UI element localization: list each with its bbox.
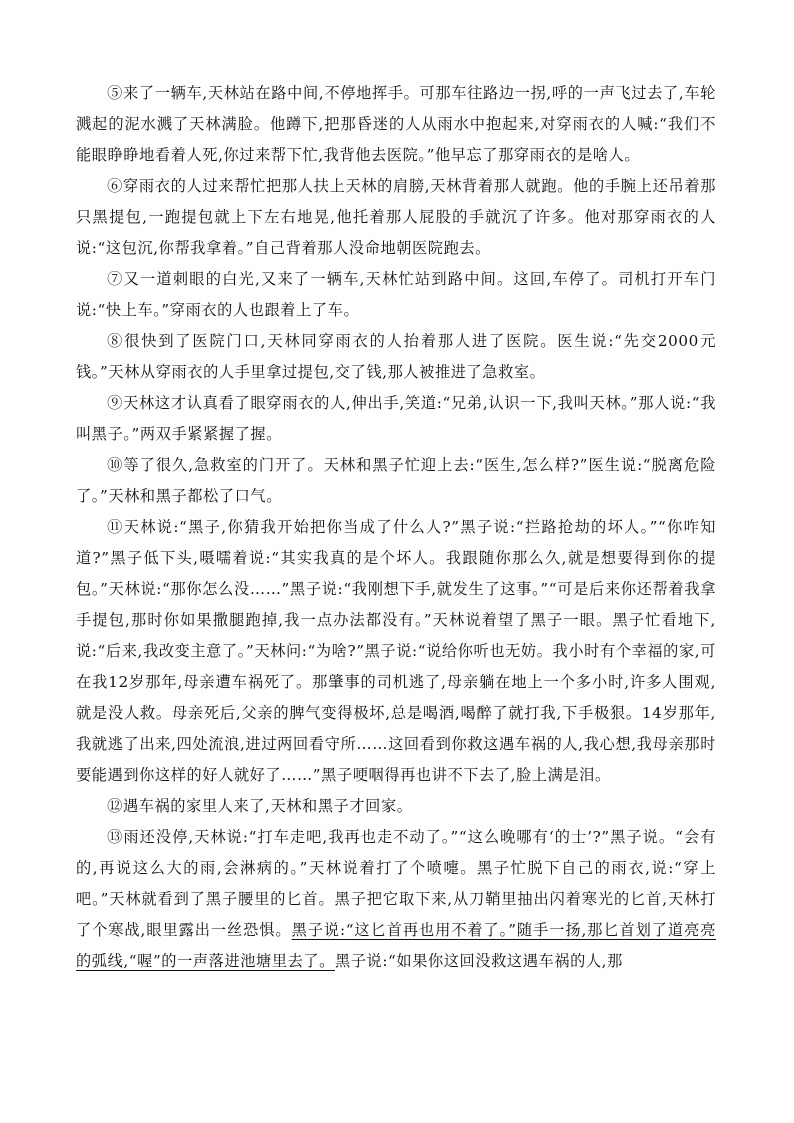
paragraph-11: ⑪天林说:“黑子,你猜我开始把你当成了什么人?”黑子说:“拦路抢劫的坏人。”“你咋知道?”黑子低下头,嗫嚅着说:“其实我真的是个坏人。我跟随你那么久,就是想要得到你的提包。”天林说:“那你怎么没……”黑子说:“我刚想下手,就发生了这事。”“可是后来你还帮着我拿手提包,那时你如果撒腿跑掉,我一点办法都没有。”天林说着望了黑子一眼。黑子忙看地下,说:“后来,我改变主意了。”天林问:“为啥?”黑子说:“说给你听也无妨。我小时有个幸福的家,可在我12岁那年,母亲遭车祸死了。那肇事的司机逃了,母亲躺在地上一个多小时,许多人围观,就是没人救。母亲死后,父亲的脾气变得极坏,总是喝酒,喝醉了就打我,下手极狠。14岁那年,我就逃了出来,四处流浪,进过两回看守所……这回看到你救这遇车祸的人,我心想,我母亲那时要能遇到你这样的好人就好了……”黑子哽咽得再也讲不下去了,脸上满是泪。 xyxy=(76,518,717,784)
paragraph-12: ⑫遇车祸的家里人来了,天林和黑子才回家。 xyxy=(107,797,413,815)
underlined-sentence: 黑子说:“这匕首再也用不着了。”随手一扬,那匕首划了道亮亮的弧线,“喔”的一声落进池塘里去了。 xyxy=(76,921,716,970)
paragraph-9: ⑨天林这才认真看了眼穿雨衣的人,伸出手,笑道:“兄弟,认识一下,我叫天林。”那人说:“我叫黑子。”两双手紧紧握了握。 xyxy=(76,394,716,443)
paragraph-6: ⑥穿雨衣的人过来帮忙把那人扶上天林的肩膀,天林背着那人就跑。他的手腕上还吊着那只黑提包,一跑提包就上下左右地晃,他托着那人屁股的手就沉了许多。他对那穿雨衣的人说:“这包沉,你帮我拿着。”自己背着那人没命地朝医院跑去。 xyxy=(76,177,716,257)
paragraph-10: ⑩等了很久,急救室的门开了。天林和黑子忙迎上去:“医生,怎么样?”医生说:“脱离危险了。”天林和黑子都松了口气。 xyxy=(76,456,716,505)
paragraph-7: ⑦又一道刺眼的白光,又来了一辆车,天林忙站到路中间。这回,车停了。司机打开车门说:“快上车。”穿雨衣的人也跟着上了车。 xyxy=(76,270,716,319)
paragraph-13-start: ⑬雨还没停,天林说:“打车走吧,我再也走不动了。”“这么晚哪有‘的士’?”黑子说。“会有的,再说这么大的雨,会淋病的。”天林说着打了个喷嚏。黑子忙脱下自己的雨衣,说:“穿上吧。”天林就看到了黑子腰里的匕首。黑子把它取下来,从刀鞘里抽出闪着寒光的匕首,天林打了个寒战,眼里露出一丝恐惧。 xyxy=(76,828,716,939)
paragraph-8: ⑧很快到了医院门口,天林同穿雨衣的人抬着那人进了医院。医生说:“先交2000元钱。”天林从穿雨衣的人手里拿过提包,交了钱,那人被推进了急救室。 xyxy=(76,332,716,381)
paragraph-13 xyxy=(76,822,716,977)
story-text xyxy=(76,78,716,977)
paragraph-5: ⑤来了一辆车,天林站在路中间,不停地挥手。可那车往路边一拐,呼的一声飞过去了,车轮溅起的泥水溅了天林满脸。他蹲下,把那昏迷的人从雨水中抱起来,对穿雨衣的人喊:“我们不能眼睁睁地看着人死,你过来帮下忙,我背他去医院。”他早忘了那穿雨衣的是啥人。 xyxy=(76,84,716,164)
paragraph-13-end: 黑子说:“如果你这回没救这遇车祸的人,那 xyxy=(334,952,623,970)
